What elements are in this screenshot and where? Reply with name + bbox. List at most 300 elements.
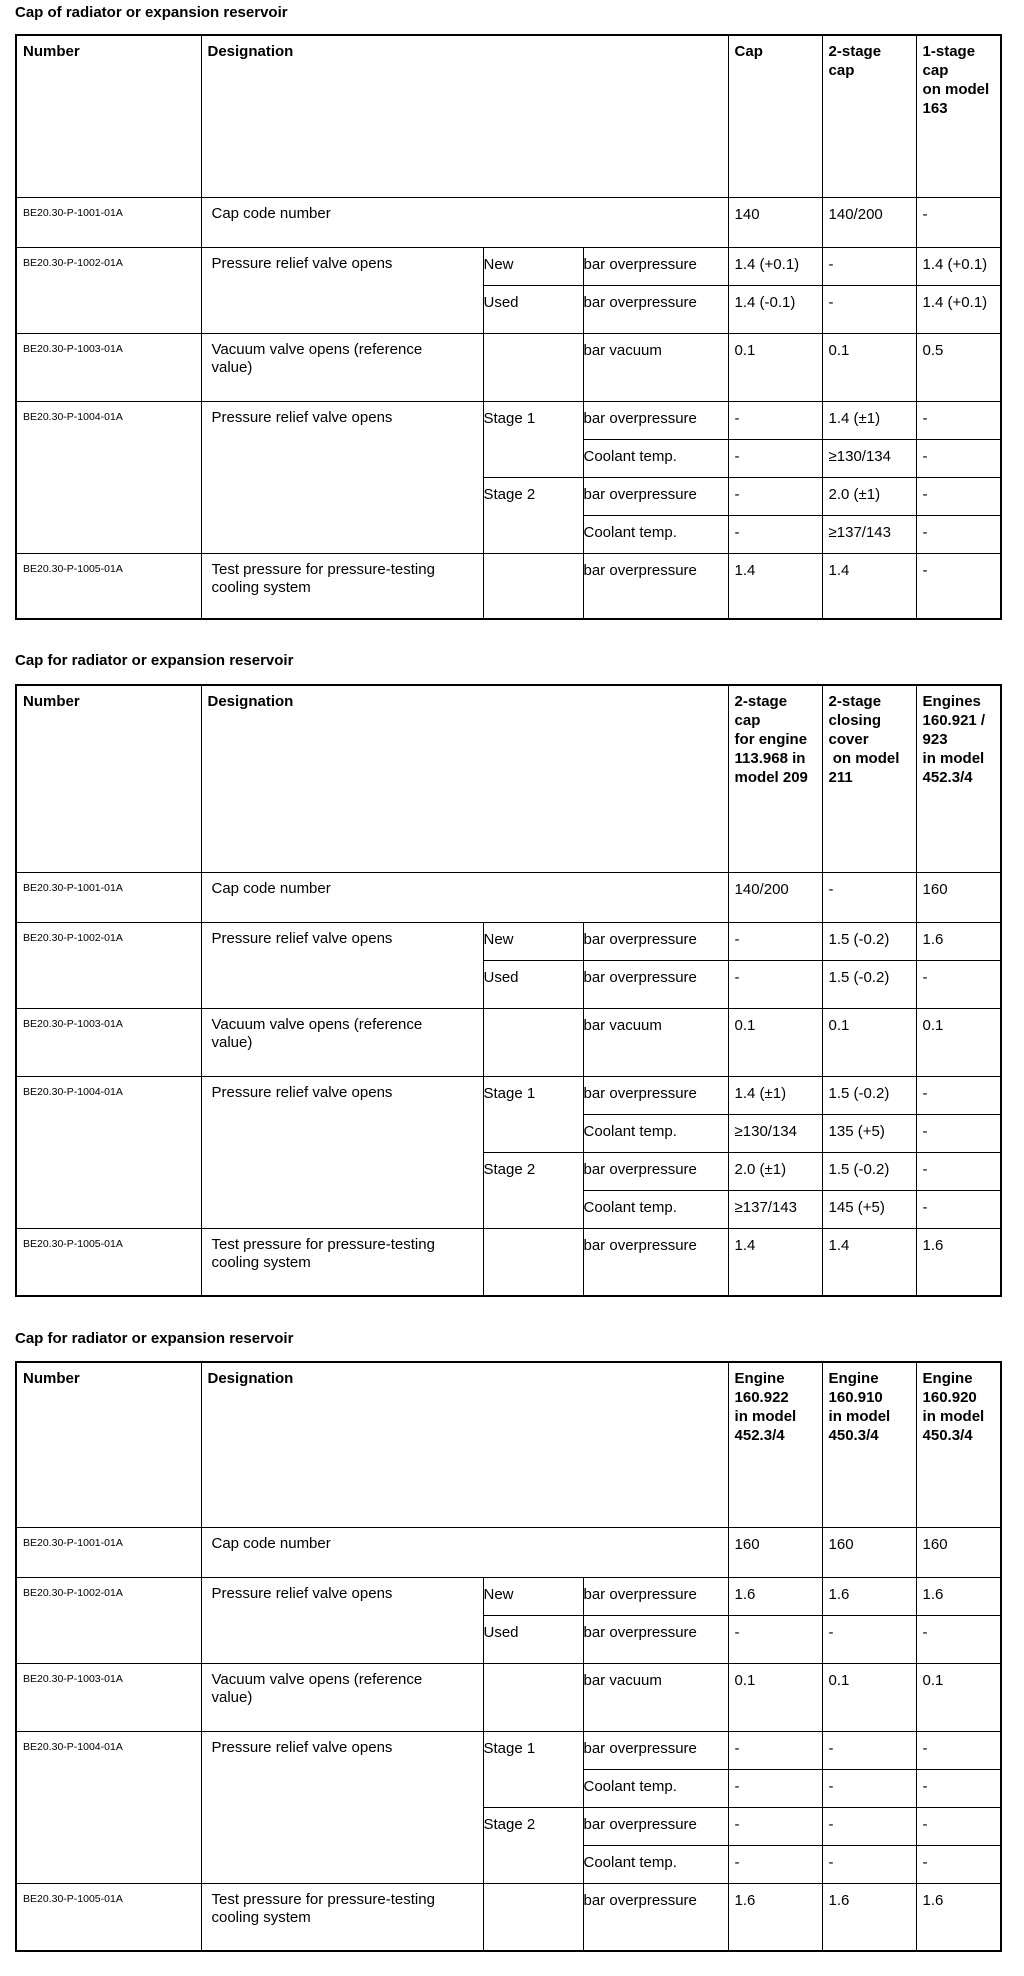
part-number xyxy=(16,333,201,401)
condition xyxy=(483,553,583,619)
part-number-text: BE20.30-P-1004-01A xyxy=(23,410,123,423)
value-cell xyxy=(728,247,822,285)
table-row xyxy=(16,247,1001,285)
designation-text: Pressure relief valve opens xyxy=(211,1584,393,1602)
header-column-line: 452.3/4 xyxy=(922,769,973,786)
value-cell xyxy=(916,515,1001,553)
value-cell xyxy=(822,1152,916,1190)
condition xyxy=(483,1577,583,1615)
value-cell-text: 1.4 (-0.1) xyxy=(734,293,796,311)
designation-text-line: Vacuum valve opens (reference xyxy=(211,1670,423,1688)
header-column-line: in model xyxy=(922,1408,985,1425)
value-cell xyxy=(916,1663,1001,1731)
part-number-text: BE20.30-P-1003-01A xyxy=(23,1017,123,1030)
value-cell-text: 1.5 (-0.2) xyxy=(828,1160,890,1178)
designation-text: Pressure relief valve opens xyxy=(211,254,393,272)
value-cell-text: 135 (+5) xyxy=(828,1122,885,1140)
value-cell-text: 0.1 xyxy=(828,1016,850,1034)
part-number xyxy=(16,1076,201,1228)
value-cell-text: - xyxy=(734,1777,740,1795)
unit xyxy=(583,1615,728,1663)
value-cell-text: - xyxy=(922,1198,928,1216)
header-column-1 xyxy=(728,685,822,872)
unit xyxy=(583,1152,728,1190)
stage-label-text: Stage 2 xyxy=(483,1815,536,1833)
value-cell-text: ≥130/134 xyxy=(734,1122,797,1140)
value-cell xyxy=(728,1190,822,1228)
value-cell-text: 1.4 xyxy=(734,561,756,579)
header-designation xyxy=(201,1362,728,1527)
designation-text xyxy=(202,1009,483,1052)
designation xyxy=(201,401,483,553)
value-cell-text: 1.6 xyxy=(922,1585,944,1603)
header-column-line: cap xyxy=(828,62,855,79)
value-cell xyxy=(728,1114,822,1152)
value-cell-text: 1.6 xyxy=(828,1585,850,1603)
value-cell xyxy=(822,1577,916,1615)
condition-text: Used xyxy=(483,1623,519,1641)
unit xyxy=(583,333,728,401)
value-cell xyxy=(822,247,916,285)
value-cell-text: - xyxy=(828,880,834,898)
header-designation xyxy=(201,685,728,872)
value-cell xyxy=(822,922,916,960)
designation-text: Pressure relief valve opens xyxy=(211,1738,393,1756)
value-cell-text: 2.0 (±1) xyxy=(734,1160,787,1178)
value-cell-text: - xyxy=(922,1623,928,1641)
value-cell xyxy=(916,439,1001,477)
header-column-2 xyxy=(822,685,916,872)
value-cell xyxy=(822,285,916,333)
section-title: Cap for radiator or expansion reservoir xyxy=(15,652,294,669)
part-number-text: BE20.30-P-1004-01A xyxy=(23,1740,123,1753)
value-cell xyxy=(916,922,1001,960)
value-cell xyxy=(728,285,822,333)
unit xyxy=(583,1008,728,1076)
value-cell-text: - xyxy=(828,1777,834,1795)
condition xyxy=(483,1228,583,1296)
value-cell xyxy=(916,1008,1001,1076)
value-cell xyxy=(822,872,916,922)
value-cell xyxy=(728,477,822,515)
header-column-line: 2-stage xyxy=(734,693,788,710)
part-number xyxy=(16,1883,201,1951)
table-row xyxy=(16,333,1001,401)
value-cell xyxy=(728,1845,822,1883)
unit-text: Coolant temp. xyxy=(583,523,677,541)
part-number xyxy=(16,1008,201,1076)
value-cell-text: 1.6 xyxy=(734,1891,756,1909)
header-designation xyxy=(201,35,728,197)
designation xyxy=(201,1228,483,1296)
unit xyxy=(583,553,728,619)
value-cell-text: 0.1 xyxy=(922,1016,944,1034)
value-cell xyxy=(728,1577,822,1615)
condition-text: New xyxy=(483,255,514,273)
value-cell-text: 1.5 (-0.2) xyxy=(828,930,890,948)
table-row xyxy=(16,1008,1001,1076)
value-cell-text: 0.1 xyxy=(734,341,756,359)
value-cell xyxy=(822,1190,916,1228)
header-column-line: 160.920 xyxy=(922,1389,977,1406)
table-row xyxy=(16,922,1001,960)
header-column-line: on model xyxy=(922,81,990,98)
spec-table xyxy=(15,34,1002,620)
value-cell xyxy=(916,285,1001,333)
unit xyxy=(583,1076,728,1114)
designation-text: Cap code number xyxy=(211,204,331,222)
designation-text-line: Vacuum valve opens (reference xyxy=(211,1015,423,1033)
stage-label-text: Stage 1 xyxy=(483,1739,536,1757)
value-cell xyxy=(916,1228,1001,1296)
designation xyxy=(201,1731,483,1883)
value-cell-text: - xyxy=(734,1739,740,1757)
header-row xyxy=(16,685,1001,872)
designation xyxy=(201,553,483,619)
unit-text: bar overpressure xyxy=(583,1815,697,1833)
value-cell xyxy=(822,960,916,1008)
header-column-line: cover xyxy=(828,731,869,748)
part-number-text: BE20.30-P-1002-01A xyxy=(23,931,123,944)
value-cell-text: 1.6 xyxy=(734,1585,756,1603)
value-cell-text: 160 xyxy=(922,1535,948,1553)
value-cell-text: 1.6 xyxy=(828,1891,850,1909)
designation-text: Pressure relief valve opens xyxy=(211,929,393,947)
designation-text xyxy=(202,1664,483,1707)
value-cell-text: - xyxy=(734,447,740,465)
part-number xyxy=(16,1228,201,1296)
unit-text: bar overpressure xyxy=(583,1236,697,1254)
value-cell-text: 1.6 xyxy=(922,1891,944,1909)
value-cell-text: 0.1 xyxy=(922,1671,944,1689)
value-cell-text: - xyxy=(828,255,834,273)
value-cell xyxy=(728,1663,822,1731)
table-row xyxy=(16,872,1001,922)
unit xyxy=(583,1190,728,1228)
unit-text: bar overpressure xyxy=(583,1739,697,1757)
value-cell xyxy=(728,1807,822,1845)
condition xyxy=(483,285,583,333)
header-column-line: 160.922 xyxy=(734,1389,789,1406)
header-column-line: 1-stage xyxy=(922,43,976,60)
value-cell xyxy=(822,439,916,477)
condition-text: Used xyxy=(483,968,519,986)
value-cell xyxy=(728,1152,822,1190)
condition-text: Used xyxy=(483,293,519,311)
header-number xyxy=(16,685,201,872)
value-cell xyxy=(822,1807,916,1845)
designation-text: Cap code number xyxy=(211,1534,331,1552)
value-cell-text: 1.4 (±1) xyxy=(828,409,881,427)
value-cell-text: 1.4 xyxy=(828,561,850,579)
designation-text-line: value) xyxy=(211,358,253,376)
unit-text: bar overpressure xyxy=(583,968,697,986)
header-column-line: in model xyxy=(828,1408,891,1425)
section-title: Cap of radiator or expansion reservoir xyxy=(15,4,288,21)
value-cell xyxy=(822,477,916,515)
header-column-line: Engine xyxy=(734,1370,785,1387)
unit xyxy=(583,1807,728,1845)
unit xyxy=(583,477,728,515)
value-cell-text: - xyxy=(922,485,928,503)
value-cell xyxy=(822,401,916,439)
value-cell-text: 1.6 xyxy=(922,1236,944,1254)
header-column-line: in model xyxy=(734,1408,797,1425)
value-cell-text: 1.5 (-0.2) xyxy=(828,1084,890,1102)
unit-text: bar overpressure xyxy=(583,255,697,273)
unit-text: bar vacuum xyxy=(583,1671,662,1689)
header-column-line: 452.3/4 xyxy=(734,1427,785,1444)
value-cell xyxy=(728,197,822,247)
header-column-line: 160.921 / xyxy=(922,712,986,729)
value-cell-text: 160 xyxy=(922,880,948,898)
unit xyxy=(583,960,728,1008)
value-cell xyxy=(822,1845,916,1883)
table-row xyxy=(16,553,1001,619)
stage-label-text: Stage 2 xyxy=(483,1160,536,1178)
header-row xyxy=(16,1362,1001,1527)
value-cell xyxy=(822,515,916,553)
unit xyxy=(583,922,728,960)
value-cell-text: - xyxy=(734,968,740,986)
header-column-line: model 209 xyxy=(734,769,808,786)
value-cell xyxy=(916,553,1001,619)
header-column-line: Engine xyxy=(828,1370,879,1387)
part-number xyxy=(16,1527,201,1577)
unit xyxy=(583,439,728,477)
value-cell-text: - xyxy=(734,930,740,948)
value-cell xyxy=(822,1076,916,1114)
unit xyxy=(583,1845,728,1883)
unit xyxy=(583,1228,728,1296)
header-column-line: 450.3/4 xyxy=(922,1427,973,1444)
header-number-text: Number xyxy=(23,43,80,60)
value-cell xyxy=(916,1769,1001,1807)
value-cell xyxy=(728,922,822,960)
value-cell-text: ≥137/143 xyxy=(734,1198,797,1216)
designation-text-line: Test pressure for pressure-testing xyxy=(211,1235,435,1253)
condition xyxy=(483,960,583,1008)
value-cell-text: - xyxy=(734,1815,740,1833)
header-column-1 xyxy=(728,1362,822,1527)
condition xyxy=(483,1883,583,1951)
header-row xyxy=(16,35,1001,197)
value-cell-text: - xyxy=(922,1815,928,1833)
value-cell-text: 0.1 xyxy=(734,1016,756,1034)
part-number xyxy=(16,1663,201,1731)
value-cell-text: - xyxy=(734,409,740,427)
value-cell-text: - xyxy=(734,523,740,541)
unit-text: bar overpressure xyxy=(583,1585,697,1603)
value-cell xyxy=(728,1076,822,1114)
value-cell xyxy=(728,1615,822,1663)
value-cell xyxy=(822,1228,916,1296)
designation-text: Pressure relief valve opens xyxy=(211,408,393,426)
value-cell xyxy=(728,1527,822,1577)
value-cell xyxy=(916,1527,1001,1577)
value-cell-text: 1.4 (+0.1) xyxy=(922,255,988,273)
stage-label xyxy=(483,1152,583,1228)
unit-text: Coolant temp. xyxy=(583,447,677,465)
section-title: Cap for radiator or expansion reservoir xyxy=(15,1330,294,1347)
value-cell-text: - xyxy=(922,409,928,427)
part-number-text: BE20.30-P-1001-01A xyxy=(23,1536,123,1549)
header-column-3 xyxy=(916,685,1001,872)
designation xyxy=(201,1008,483,1076)
unit-text: bar vacuum xyxy=(583,341,662,359)
value-cell xyxy=(822,1663,916,1731)
header-column-line: 2-stage xyxy=(828,43,882,60)
value-cell xyxy=(728,1883,822,1951)
value-cell xyxy=(728,333,822,401)
value-cell-text: - xyxy=(828,1623,834,1641)
header-column-line: Engine xyxy=(922,1370,973,1387)
designation-text xyxy=(202,554,483,597)
header-designation-text: Designation xyxy=(207,1370,294,1387)
condition xyxy=(483,922,583,960)
header-column-line: 163 xyxy=(922,100,948,117)
stage-label xyxy=(483,1807,583,1883)
designation-text-line: Vacuum valve opens (reference xyxy=(211,340,423,358)
value-cell xyxy=(728,439,822,477)
header-column-line: 160.910 xyxy=(828,1389,883,1406)
value-cell xyxy=(822,1731,916,1769)
value-cell xyxy=(728,872,822,922)
table-row xyxy=(16,1076,1001,1114)
unit-text: Coolant temp. xyxy=(583,1122,677,1140)
header-column-line: 923 xyxy=(922,731,948,748)
unit-text: bar vacuum xyxy=(583,1016,662,1034)
designation-text-line: value) xyxy=(211,1033,253,1051)
value-cell-text: 1.4 (+0.1) xyxy=(922,293,988,311)
unit xyxy=(583,1577,728,1615)
value-cell xyxy=(916,1076,1001,1114)
stage-label-text: Stage 2 xyxy=(483,485,536,503)
unit xyxy=(583,401,728,439)
value-cell xyxy=(916,477,1001,515)
part-number-text: BE20.30-P-1002-01A xyxy=(23,1586,123,1599)
value-cell-text: - xyxy=(828,1815,834,1833)
value-cell-text: 140/200 xyxy=(828,205,883,223)
header-column-2 xyxy=(822,1362,916,1527)
value-cell-text: 1.4 xyxy=(828,1236,850,1254)
value-cell-text: 0.1 xyxy=(828,341,850,359)
header-column-line: 2-stage xyxy=(828,693,882,710)
spec-table xyxy=(15,684,1002,1297)
header-column-2 xyxy=(822,35,916,197)
value-cell xyxy=(728,553,822,619)
designation-text-line: Test pressure for pressure-testing xyxy=(211,560,435,578)
stage-label-text: Stage 1 xyxy=(483,409,536,427)
header-number-text: Number xyxy=(23,1370,80,1387)
value-cell xyxy=(822,1008,916,1076)
value-cell xyxy=(728,960,822,1008)
value-cell xyxy=(916,247,1001,285)
value-cell-text: ≥130/134 xyxy=(828,447,891,465)
unit xyxy=(583,1663,728,1731)
table-row xyxy=(16,1663,1001,1731)
stage-label xyxy=(483,477,583,553)
header-column-line: on model xyxy=(828,750,900,767)
value-cell xyxy=(916,1845,1001,1883)
header-column-line: for engine xyxy=(734,731,808,748)
condition xyxy=(483,333,583,401)
header-column-line: Engines xyxy=(922,693,981,710)
part-number xyxy=(16,922,201,1008)
unit-text: bar overpressure xyxy=(583,293,697,311)
value-cell-text: - xyxy=(922,561,928,579)
value-cell xyxy=(728,515,822,553)
condition xyxy=(483,1008,583,1076)
header-column-1 xyxy=(728,35,822,197)
designation xyxy=(201,1076,483,1228)
part-number xyxy=(16,197,201,247)
unit xyxy=(583,1769,728,1807)
value-cell-text: - xyxy=(922,447,928,465)
value-cell xyxy=(916,1731,1001,1769)
header-column-line: closing xyxy=(828,712,882,729)
part-number-text: BE20.30-P-1001-01A xyxy=(23,881,123,894)
value-cell xyxy=(822,1114,916,1152)
part-number-text: BE20.30-P-1004-01A xyxy=(23,1085,123,1098)
designation xyxy=(201,1663,483,1731)
designation-text xyxy=(202,334,483,377)
unit xyxy=(583,1883,728,1951)
designation xyxy=(201,1883,483,1951)
unit-text: bar overpressure xyxy=(583,409,697,427)
unit xyxy=(583,1731,728,1769)
stage-label-text: Stage 1 xyxy=(483,1084,536,1102)
value-cell xyxy=(822,333,916,401)
table-row xyxy=(16,1731,1001,1769)
table-row xyxy=(16,1577,1001,1615)
designation-text-line: value) xyxy=(211,1688,253,1706)
stage-label xyxy=(483,1731,583,1807)
part-number xyxy=(16,247,201,333)
unit xyxy=(583,1114,728,1152)
value-cell-text: - xyxy=(828,293,834,311)
designation-text xyxy=(202,1884,483,1927)
table-row xyxy=(16,1527,1001,1577)
value-cell xyxy=(822,1615,916,1663)
header-column-3 xyxy=(916,35,1001,197)
value-cell xyxy=(916,1152,1001,1190)
unit-text: bar overpressure xyxy=(583,1891,697,1909)
value-cell xyxy=(916,960,1001,1008)
stage-label xyxy=(483,1076,583,1152)
value-cell-text: 1.4 (±1) xyxy=(734,1084,787,1102)
condition xyxy=(483,1615,583,1663)
value-cell-text: - xyxy=(828,1853,834,1871)
stage-label xyxy=(483,401,583,477)
table-row xyxy=(16,1883,1001,1951)
table-row xyxy=(16,197,1001,247)
part-number-text: BE20.30-P-1005-01A xyxy=(23,1237,123,1250)
header-column-line: in model xyxy=(922,750,985,767)
condition xyxy=(483,1663,583,1731)
value-cell xyxy=(728,1769,822,1807)
designation-text: Cap code number xyxy=(211,879,331,897)
part-number-text: BE20.30-P-1003-01A xyxy=(23,342,123,355)
value-cell xyxy=(728,1008,822,1076)
unit xyxy=(583,285,728,333)
value-cell-text: ≥137/143 xyxy=(828,523,891,541)
part-number-text: BE20.30-P-1003-01A xyxy=(23,1672,123,1685)
spec-table xyxy=(15,1361,1002,1952)
designation-text-line: cooling system xyxy=(211,1253,311,1271)
value-cell-text: - xyxy=(922,523,928,541)
header-column-line: 113.968 in xyxy=(734,750,806,767)
